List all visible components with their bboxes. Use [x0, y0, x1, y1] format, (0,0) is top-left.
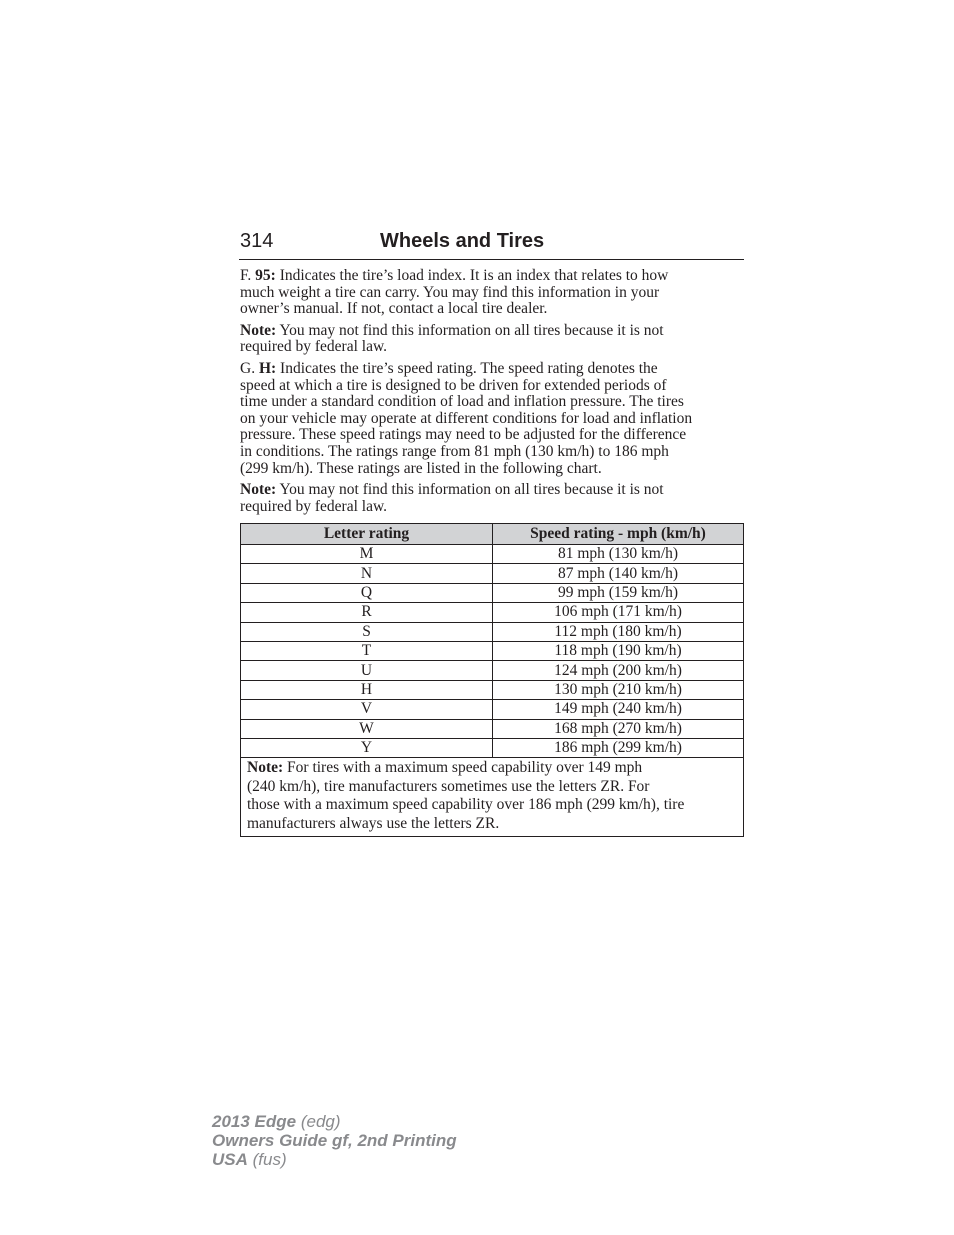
- letter-cell: M: [241, 545, 493, 564]
- table-body: [241, 545, 744, 837]
- note-line: [247, 759, 737, 778]
- table-row: [241, 700, 744, 719]
- paragraph-label: H:: [258, 359, 277, 377]
- paragraph-line: on your vehicle may operate at different conditions for load and inflation: [240, 409, 693, 427]
- note-label: Note:: [240, 481, 277, 499]
- paragraph-prefix: G.: [240, 359, 259, 377]
- footer-guide: Owners Guide gf, 2nd Printing: [212, 1131, 457, 1150]
- speed-cell: 118 mph (190 km/h): [493, 641, 744, 660]
- column-header-letter-rating: Letter rating: [241, 524, 493, 545]
- table-row: [241, 564, 744, 583]
- letter-cell: R: [241, 603, 493, 622]
- letter-cell: T: [241, 641, 493, 660]
- table-note-row: [241, 758, 744, 836]
- page-header: [239, 228, 744, 260]
- note-label: Note:: [240, 321, 277, 339]
- footer-model-line: [212, 1112, 457, 1131]
- paragraph-line: [240, 482, 744, 499]
- paragraph-line: (299 km/h). These ratings are listed in the following chart.: [240, 459, 602, 477]
- speed-cell: 186 mph (299 km/h): [493, 738, 744, 757]
- page-number: 314: [240, 230, 274, 252]
- letter-cell: U: [241, 661, 493, 680]
- table-row: [241, 719, 744, 738]
- table-header: [241, 524, 744, 545]
- footer-region-line: [212, 1150, 457, 1169]
- letter-cell: H: [241, 680, 493, 699]
- table-row: [241, 661, 744, 680]
- paragraph-load-index: [240, 268, 744, 318]
- table-header-row: [241, 524, 744, 545]
- speed-cell: 81 mph (130 km/h): [493, 545, 744, 564]
- paragraph-text: You may not find this information on all tires because it is not: [276, 321, 664, 339]
- letter-cell: S: [241, 622, 493, 641]
- column-header-speed-rating: Speed rating - mph (km/h): [493, 524, 744, 545]
- note-line: those with a maximum speed capability over 186 mph (299 km/h), tire: [247, 796, 685, 814]
- paragraph-line: owner’s manual. If not, contact a local tire dealer.: [240, 300, 548, 318]
- speed-cell: 106 mph (171 km/h): [493, 603, 744, 622]
- page-footer: [212, 1112, 457, 1169]
- paragraph-speed-rating: [240, 361, 744, 477]
- body-text: [240, 268, 744, 520]
- table-row: [241, 641, 744, 660]
- footer-region-code: (fus): [247, 1150, 287, 1169]
- paragraph-line: required by federal law.: [240, 338, 388, 356]
- speed-cell: 168 mph (270 km/h): [493, 719, 744, 738]
- footer-model: 2013 Edge: [212, 1112, 297, 1131]
- table-row: [241, 738, 744, 757]
- table-row: [241, 583, 744, 602]
- table-row: [241, 680, 744, 699]
- letter-cell: W: [241, 719, 493, 738]
- speed-cell: 149 mph (240 km/h): [493, 700, 744, 719]
- paragraph-line: time under a standard condition of load and inflation pressure. The tires: [240, 393, 684, 411]
- speed-rating-table: [240, 523, 744, 837]
- note-paragraph: [240, 482, 744, 515]
- footer-region: USA: [212, 1150, 248, 1169]
- letter-cell: V: [241, 700, 493, 719]
- paragraph-line: pressure. These speed ratings may need to be adjusted for the difference: [240, 426, 687, 444]
- table-row: [241, 622, 744, 641]
- paragraph-line: much weight a tire can carry. You may find this information in your: [240, 283, 660, 301]
- letter-cell: Q: [241, 583, 493, 602]
- paragraph-text: Indicates the tire’s load index. It is an index that relates to how: [275, 267, 669, 284]
- paragraph-line: in conditions. The ratings range from 81 mph (130 km/h) to 186 mph: [240, 442, 669, 460]
- note-label: Note:: [247, 759, 284, 777]
- note-line: (240 km/h), tire manufacturers sometimes use the letters ZR. For: [247, 777, 650, 795]
- letter-cell: Y: [241, 738, 493, 757]
- table-note: [241, 758, 744, 836]
- section-title: Wheels and Tires: [380, 230, 545, 252]
- speed-cell: 130 mph (210 km/h): [493, 680, 744, 699]
- paragraph-text: Indicates the tire’s speed rating. The speed rating denotes the: [276, 359, 658, 377]
- speed-cell: 99 mph (159 km/h): [493, 583, 744, 602]
- note-line: manufacturers always use the letters ZR.: [247, 815, 500, 833]
- letter-cell: N: [241, 564, 493, 583]
- paragraph-line: [240, 361, 744, 378]
- paragraph-line: [240, 323, 744, 340]
- speed-cell: 124 mph (200 km/h): [493, 661, 744, 680]
- speed-cell: 87 mph (140 km/h): [493, 564, 744, 583]
- paragraph-line: speed at which a tire is designed to be driven for extended periods of: [240, 376, 667, 394]
- paragraph-line: required by federal law.: [240, 497, 388, 515]
- paragraph-line: [240, 268, 744, 285]
- paragraph-prefix: F.: [240, 267, 256, 284]
- speed-cell: 112 mph (180 km/h): [493, 622, 744, 641]
- paragraph-text: You may not find this information on all tires because it is not: [276, 481, 664, 499]
- note-text: For tires with a maximum speed capability over 149 mph: [283, 759, 643, 777]
- note-paragraph: [240, 323, 744, 356]
- table-row: [241, 603, 744, 622]
- table-row: [241, 545, 744, 564]
- paragraph-label: 95:: [255, 267, 276, 284]
- footer-model-code: (edg): [296, 1112, 341, 1131]
